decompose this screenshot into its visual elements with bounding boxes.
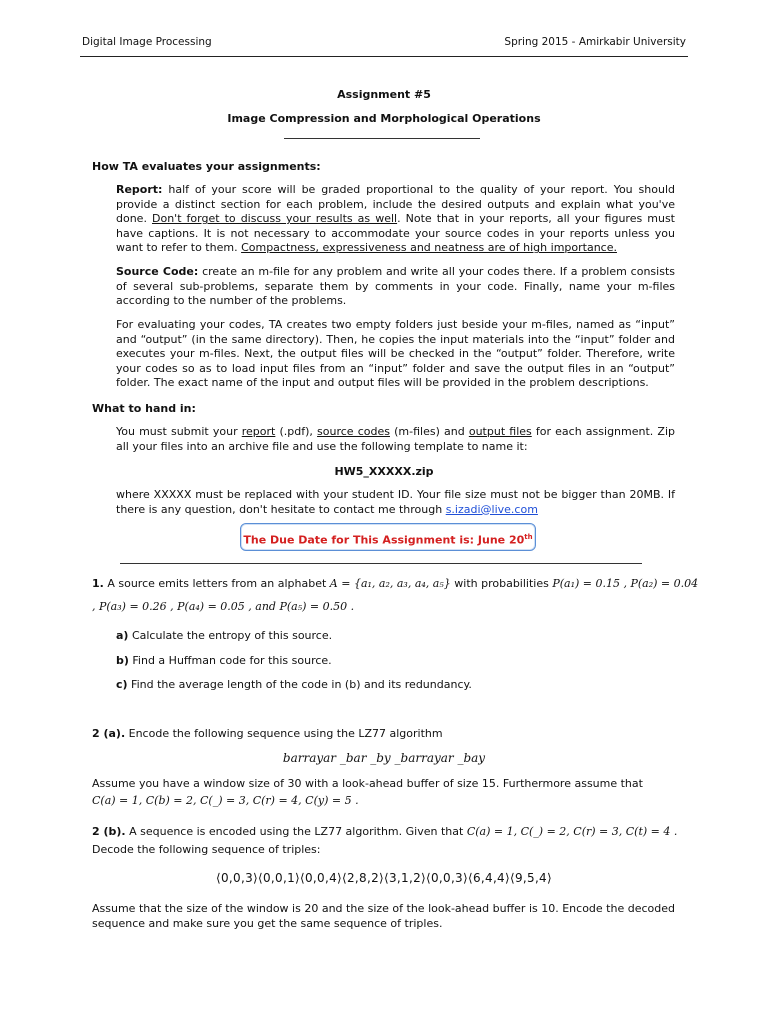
filesize-paragraph: [116, 488, 675, 517]
problem-1a-label: a): [116, 629, 129, 642]
problem-1-number: 1.: [92, 577, 104, 590]
handin-source-codes: source codes: [317, 425, 390, 438]
problem-1-text: A source emits letters from an alphabet: [103, 577, 330, 590]
handin-paragraph: [116, 425, 675, 454]
contact-email-link[interactable]: s.izadi@live.com: [445, 502, 538, 516]
triples-sequence: ⟨0,0,3⟩⟨0,0,1⟩⟨0,0,4⟩⟨2,8,2⟩⟨3,1,2⟩⟨0,0,3⟩⟨6,4,4⟩⟨9,5,4⟩: [216, 871, 552, 885]
problem-2a-intro: [92, 727, 443, 740]
problem-2a-assumption: Assume you have a window size of 30 with a look-ahead buffer of size 15. Furthermore assume that: [92, 777, 643, 790]
title-rule: [284, 138, 480, 139]
problem-2b-text: A sequence is encoded using the LZ77 algorithm. Given that: [125, 825, 467, 838]
problem-2a-label: 2 (a).: [92, 727, 126, 740]
handin-output-files: output files: [468, 425, 532, 438]
report-emphasis-2: Compactness, expressiveness and neatness are of high importance.: [241, 241, 617, 255]
handin-text: You must submit your: [116, 425, 242, 438]
report-emphasis: Don't forget to discuss your results as well: [152, 212, 398, 226]
source-code-paragraph: [116, 265, 675, 309]
problem-1a-text: Calculate the entropy of this source.: [128, 629, 333, 642]
problem-1b-label: b): [116, 654, 129, 667]
header-course: Digital Image Processing: [82, 36, 212, 48]
source-code-label: Source Code:: [116, 265, 199, 278]
source-code-text: create an m-file for any problem and write all your codes there. If a problem consists of several sub-problems, separate them by comments in your code. Finally, name your m-files according to the number of the problems.: [116, 265, 675, 308]
problem-2b-assumption: Assume that the size of the window is 20 and the size of the look-ahead buffer is 10. Encode the decoded sequence and make sure you get the same sequence of triples.: [92, 902, 675, 930]
report-text: half of your score will be graded proportional to the quality of your report. You should provide a distinct section for each problem, include the desired outputs and explain what you've done.: [116, 183, 675, 226]
problem-1c: [116, 678, 472, 691]
report-paragraph: [116, 183, 675, 256]
problem-2b-intro: [92, 825, 677, 838]
section-rule: [120, 563, 642, 564]
alphabet-formula: A = {a₁, a₂, a₃, a₄, a₅}: [329, 577, 451, 590]
problem-2a-codes: C(a) = 1, C(b) = 2, C(_) = 3, C(r) = 4, C(y) = 5 .: [92, 794, 359, 807]
problem-1b: [116, 654, 332, 667]
probabilities-formula-1: P(a₁) = 0.15 , P(a₂) = 0.04: [552, 577, 699, 590]
assignment-title: Assignment #5: [337, 88, 431, 101]
handin-heading: What to hand in:: [92, 402, 196, 415]
lz77-sequence: barrayar _bar _by _barrayar _bay: [282, 751, 486, 765]
assignment-subtitle: Image Compression and Morphological Operations: [227, 112, 541, 125]
due-date-sup: th: [524, 533, 533, 541]
page-header: [80, 30, 688, 57]
probabilities-formula-2: , P(a₃) = 0.26 , P(a₄) = 0.05 , and P(a₅) = 0.50 .: [92, 600, 355, 613]
header-term: Spring 2015 - Amirkabir University: [504, 36, 686, 48]
filename-template: HW5_XXXXX.zip: [334, 465, 434, 478]
problem-1-intro: [92, 577, 699, 590]
report-text-2: . Note that in your reports, all your figures must have captions. It is not necessary to accommodate your source codes in your reports unless you want to refer to them.: [116, 212, 675, 255]
due-date-text: The Due Date for This Assignment is: June 20: [243, 533, 525, 547]
report-label: Report:: [116, 183, 163, 196]
handin-text: for each assignment. Zip all your files into an archive file and use the following template to name it:: [116, 425, 675, 453]
problem-1c-label: c): [116, 678, 128, 691]
problem-2b-label: 2 (b).: [92, 825, 126, 838]
problem-2b-codes: C(a) = 1, C(_) = 2, C(r) = 3, C(t) = 4 .: [466, 825, 678, 838]
evaluation-heading: How TA evaluates your assignments:: [92, 160, 321, 173]
problem-1b-text: Find a Huffman code for this source.: [128, 654, 332, 667]
problem-1a: [116, 629, 332, 642]
problem-1-text-2: with probabilities: [450, 577, 553, 590]
due-date-box: [240, 523, 536, 551]
filesize-text: where XXXXX must be replaced with your student ID. Your file size must not be bigger than 20MB. If there is any question, don't hesitate to contact me through: [116, 488, 675, 516]
handin-text: (m-files) and: [389, 425, 469, 438]
problem-2b-text-2: Decode the following sequence of triples:: [92, 843, 321, 856]
handin-report: report: [241, 425, 276, 438]
problem-1c-text: Find the average length of the code in (b) and its redundancy.: [127, 678, 472, 691]
problem-2a-text: Encode the following sequence using the LZ77 algorithm: [125, 727, 443, 740]
evaluation-paragraph: For evaluating your codes, TA creates two empty folders just beside your m-files, named as “input” and “output” (in the same directory). Then, he copies the input materials into the “input” folder and executes your m-files. Next, the output files will be checked in the “output” folder. Therefore, write your codes so as to load input files from an “input” folder and save the output files in an “output” folder. The exact name of the input and output files will be provided in the problem descriptions.: [116, 318, 675, 390]
handin-text: (.pdf),: [275, 425, 318, 438]
